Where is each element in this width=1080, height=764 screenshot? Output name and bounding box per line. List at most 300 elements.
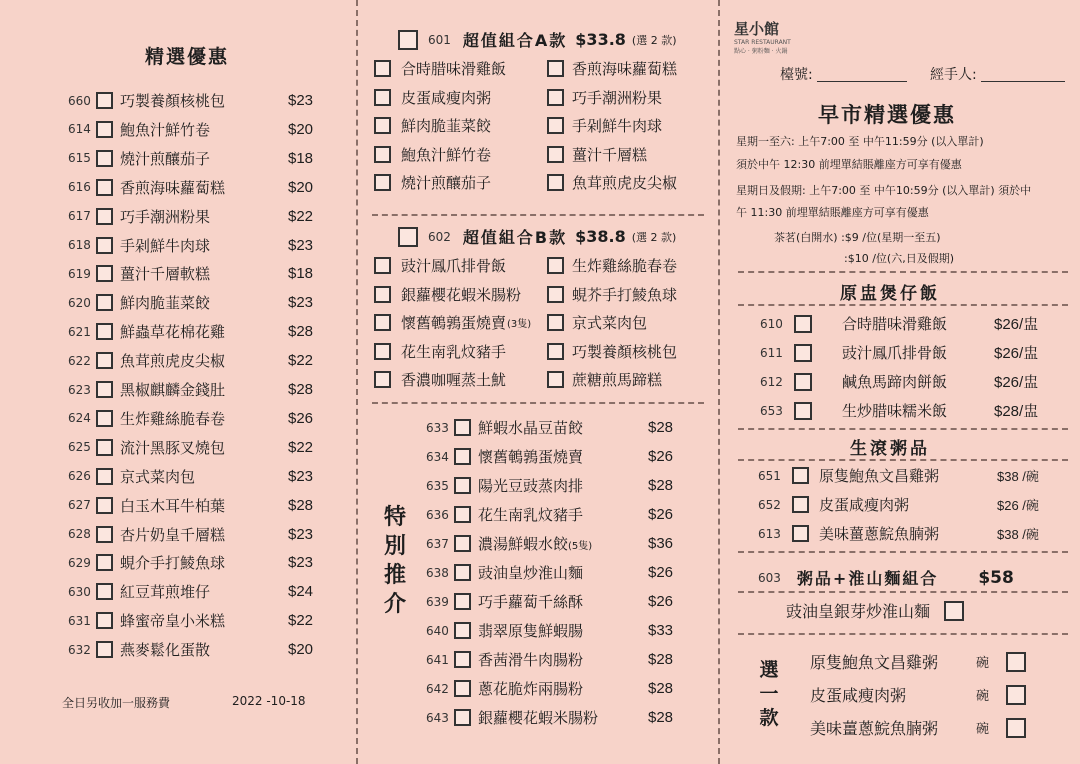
- item-code: 627: [68, 498, 91, 513]
- special-price: $26: [648, 564, 674, 581]
- item-checkbox[interactable]: [96, 583, 113, 600]
- quantity-tag: (5隻): [568, 541, 593, 552]
- menu-item: [68, 524, 313, 545]
- special-item: [426, 678, 673, 699]
- claypot-price: $28/盅: [994, 403, 1039, 420]
- item-name: 魚茸煎虎皮尖椒: [120, 352, 226, 371]
- handler-field[interactable]: 經手人:: [930, 64, 1065, 84]
- special-name: 懷舊鵪鶉蛋燒賣: [478, 448, 584, 466]
- menu-item: [68, 379, 313, 400]
- divider-claypot-top: [738, 271, 1068, 273]
- noodle-combo-price: $58: [978, 567, 1014, 588]
- item-price: $23: [288, 525, 314, 543]
- item-price: $20: [288, 641, 314, 659]
- special-checkbox[interactable]: [454, 477, 471, 494]
- claypot-item: [760, 371, 1038, 392]
- item-name: 香煎海味蘿蔔糕: [120, 178, 226, 197]
- combo-option-checkbox[interactable]: [547, 257, 564, 274]
- menu-item: [68, 235, 313, 256]
- item-price: $23: [288, 236, 314, 254]
- menu-item: [68, 263, 313, 284]
- combo-option-checkbox[interactable]: [374, 117, 391, 134]
- item-name: 燒汁煎釀茄子: [120, 149, 211, 168]
- item-price: $23: [288, 92, 314, 109]
- menu-item: [68, 90, 313, 111]
- item-code: 618: [68, 238, 91, 252]
- divider-congee-bottom: [738, 459, 1068, 461]
- choose-option: [810, 716, 1026, 739]
- special-code: 638: [426, 565, 449, 580]
- choose-option-unit: 碗: [976, 722, 990, 737]
- special-item: [426, 591, 673, 612]
- special-item: [426, 417, 673, 438]
- choose-option-checkbox[interactable]: [1006, 718, 1026, 738]
- combo-option: [374, 255, 506, 276]
- combo-option-name: 銀蘿櫻花蝦米腸粉: [401, 285, 522, 304]
- combo-option-checkbox[interactable]: [374, 89, 391, 106]
- combo-option-name: 懷舊鵪鶉蛋燒賣: [401, 314, 507, 333]
- morning-title: 早市精選優惠: [818, 103, 956, 127]
- item-code: 660: [68, 93, 91, 108]
- combo-option: [374, 144, 491, 165]
- special-price: $28: [648, 651, 674, 668]
- combo-option-checkbox[interactable]: [374, 371, 391, 388]
- item-code: 632: [68, 642, 91, 657]
- choose-option-checkbox[interactable]: [1006, 685, 1026, 705]
- item-code: 617: [68, 209, 91, 224]
- combo-option: [374, 115, 491, 136]
- congee-item: [758, 494, 1039, 515]
- item-price: $22: [288, 438, 314, 456]
- special-price: $26: [648, 506, 674, 523]
- claypot-checkbox[interactable]: [794, 402, 812, 420]
- combo-b-price: $38.8: [575, 227, 626, 246]
- claypot-code: 653: [760, 403, 783, 418]
- item-name: 流汁黑豚叉燒包: [120, 438, 226, 457]
- combo-option-checkbox[interactable]: [374, 314, 391, 331]
- item-price: $28: [288, 496, 314, 514]
- combo-option: [547, 284, 677, 305]
- special-checkbox[interactable]: [454, 535, 471, 552]
- item-code: 619: [68, 266, 91, 281]
- combo-option: [547, 312, 647, 333]
- combo-option-checkbox[interactable]: [547, 371, 564, 388]
- menu-item: [68, 610, 313, 631]
- special-name: 花生南乳炆豬手: [478, 506, 584, 524]
- congee-item: [758, 523, 1039, 544]
- combo-option-name: 巧製養顏核桃包: [572, 342, 678, 361]
- divider-combo-bottom: [738, 633, 1068, 635]
- item-name: 京式菜肉包: [120, 467, 196, 486]
- item-code: 629: [68, 555, 91, 570]
- special-item: [426, 707, 673, 728]
- special-code: 637: [426, 536, 449, 551]
- menu-item: [68, 437, 313, 458]
- congee-checkbox[interactable]: [792, 496, 809, 513]
- special-price: $28: [648, 419, 674, 436]
- special-item: [426, 649, 673, 670]
- claypot-price: $26/盅: [994, 345, 1039, 362]
- item-checkbox[interactable]: [96, 179, 113, 196]
- choose-one-label: 選 一 款: [759, 659, 779, 729]
- service-charge-note: 全日另收加一服務費: [62, 696, 171, 710]
- panel1-title: 精選優惠: [145, 46, 230, 68]
- menu-date: 2022 -10-18: [232, 694, 306, 708]
- item-name: 鮮肉脆韮菜餃: [120, 294, 211, 313]
- special-price: $26: [648, 448, 674, 465]
- combo-option-checkbox[interactable]: [547, 343, 564, 360]
- claypot-item: [760, 342, 1038, 363]
- congee-price: $38 /碗: [997, 469, 1039, 484]
- combo-option: [547, 341, 677, 362]
- special-item: [426, 620, 673, 641]
- claypot-price: $26/盅: [994, 316, 1039, 333]
- special-code: 636: [426, 507, 449, 522]
- item-name: 鮮蟲草花棉花雞: [120, 323, 226, 342]
- combo-option-name: 蜆芥手打鯪魚球: [572, 285, 678, 304]
- special-price: $33: [648, 622, 674, 639]
- item-name: 白玉木耳牛柏葉: [120, 496, 226, 515]
- item-checkbox[interactable]: [96, 554, 113, 571]
- congee-code: 613: [758, 526, 781, 541]
- item-code: 620: [68, 295, 91, 310]
- combo-option-checkbox[interactable]: [374, 286, 391, 303]
- claypot-checkbox[interactable]: [794, 315, 812, 333]
- combo-option-name: 鮮肉脆韮菜餃: [401, 117, 492, 136]
- special-code: 635: [426, 478, 449, 493]
- combo-b-title: 超值組合B款: [462, 228, 568, 247]
- combo-option: [374, 87, 491, 108]
- divider-congee-top: [738, 428, 1068, 430]
- claypot-name: 豉汁鳳爪排骨飯: [842, 344, 948, 362]
- tea-weekend: :$10 /位(六,日及假期): [844, 252, 954, 265]
- item-checkbox[interactable]: [96, 92, 113, 109]
- combo-b-checkbox[interactable]: [398, 227, 418, 247]
- item-code: 625: [68, 440, 91, 455]
- combo-option-checkbox[interactable]: [374, 174, 391, 191]
- item-code: 628: [68, 527, 91, 541]
- item-checkbox[interactable]: [96, 439, 113, 456]
- combo-a-title: 超值組合A款: [462, 31, 568, 50]
- panel-morning: [720, 0, 1080, 764]
- special-price: $28: [648, 709, 674, 726]
- special-name: 香茜滑牛肉腸粉: [478, 651, 584, 669]
- special-checkbox[interactable]: [454, 506, 471, 523]
- item-price: $22: [288, 207, 314, 225]
- holiday-hours: 星期日及假期: 上午7:00 至 中午10:59分 (以入單計) 須於中: [736, 184, 1032, 197]
- item-code: 616: [68, 180, 91, 195]
- combo-option-name: 皮蛋咸瘦肉粥: [401, 88, 492, 107]
- choose-option-checkbox[interactable]: [1006, 652, 1026, 672]
- item-price: $20: [288, 178, 314, 196]
- combo-option: [547, 87, 662, 108]
- combo-option-checkbox[interactable]: [547, 146, 564, 163]
- item-code: 631: [68, 613, 91, 628]
- item-name: 巧製養顏核桃包: [120, 92, 226, 110]
- item-checkbox[interactable]: [96, 410, 113, 427]
- combo-noodle-checkbox[interactable]: [944, 601, 964, 621]
- special-code: 642: [426, 681, 449, 696]
- choose-option-name: 原隻鮑魚文昌雞粥: [810, 653, 939, 672]
- item-checkbox[interactable]: [96, 526, 113, 543]
- item-name: 蜆介手打鯪魚球: [120, 554, 226, 573]
- claypot-code: 611: [760, 345, 783, 360]
- special-name: 蔥花脆炸兩腸粉: [478, 680, 584, 698]
- panel-selected-offers: [0, 0, 356, 764]
- combo-noodle-row: 豉油皇銀芽炒淮山麵: [786, 599, 964, 622]
- weekday-condition: 須於中午 12:30 前埋單結賬離座方可享有優惠: [736, 158, 962, 171]
- special-name: 鮮蝦水晶豆苗餃: [478, 419, 584, 437]
- item-code: 626: [68, 469, 91, 484]
- combo-option-name: 燒汁煎釀茄子: [401, 174, 492, 193]
- item-price: $28: [288, 323, 314, 341]
- special-price: $28: [648, 477, 674, 494]
- choose-option-name: 美味薑蔥鯇魚腩粥: [810, 719, 939, 738]
- item-code: 614: [68, 122, 91, 137]
- choose-option: [810, 683, 1026, 706]
- menu-item: [68, 408, 313, 429]
- combo-option-checkbox[interactable]: [547, 286, 564, 303]
- congee-name: 美味薑蔥鯇魚腩粥: [819, 525, 940, 543]
- item-name: 紅豆茸煎堆仔: [120, 583, 211, 602]
- combo-option: [547, 172, 677, 193]
- choose-option-name: 皮蛋咸瘦肉粥: [810, 686, 907, 705]
- combo-option: [374, 312, 531, 333]
- item-checkbox[interactable]: [96, 497, 113, 514]
- item-checkbox[interactable]: [96, 381, 113, 398]
- combo-option-checkbox[interactable]: [547, 89, 564, 106]
- combo-option-name: 生炸雞絲脆春卷: [572, 257, 678, 275]
- combo-option: [547, 58, 677, 79]
- combo-option: [547, 255, 677, 276]
- combo-option: [374, 172, 491, 193]
- special-name: 銀蘿櫻花蝦米腸粉: [478, 709, 599, 727]
- combo-a-header: 601 超值組合A款 $33.8 (選 2 款): [398, 28, 676, 51]
- menu-item: [68, 292, 313, 313]
- combo-option: [374, 369, 506, 390]
- special-item: [426, 533, 673, 554]
- special-item: [426, 475, 673, 496]
- item-code: 622: [68, 353, 91, 368]
- claypot-checkbox[interactable]: [794, 373, 812, 391]
- item-price: $23: [288, 294, 314, 312]
- item-price: $22: [288, 352, 314, 370]
- combo-option-checkbox[interactable]: [374, 146, 391, 163]
- tea-weekday: 茶茗(白開水) :$9 /位(星期一至五): [774, 231, 941, 244]
- combo-option: [547, 115, 662, 136]
- claypot-name: 生炒腊味糯米飯: [842, 402, 948, 420]
- menu-item: [68, 206, 313, 227]
- menu-item: [68, 148, 313, 169]
- panel-combos: [358, 0, 718, 764]
- combo-option-checkbox[interactable]: [547, 314, 564, 331]
- item-checkbox[interactable]: [96, 323, 113, 340]
- combo-option: [547, 144, 647, 165]
- special-checkbox[interactable]: [454, 448, 471, 465]
- menu-item: [68, 552, 313, 573]
- special-checkbox[interactable]: [454, 622, 471, 639]
- claypot-code: 612: [760, 374, 783, 389]
- item-name: 黑椒麒麟金錢肚: [120, 381, 226, 399]
- item-name: 巧手潮洲粉果: [120, 207, 211, 226]
- combo-option-name: 京式菜肉包: [572, 314, 648, 333]
- special-code: 639: [426, 594, 449, 609]
- special-name: 濃湯鮮蝦水餃(5隻): [478, 535, 593, 553]
- claypot-name: 合時腊味滑雞飯: [842, 315, 948, 333]
- divider-combo-b: [372, 402, 704, 404]
- combo-option-name: 豉汁鳳爪排骨飯: [401, 257, 507, 275]
- combo-option: [374, 58, 506, 79]
- special-item: [426, 504, 673, 525]
- noodle-combo-title: 粥品+淮山麵組合: [796, 569, 939, 588]
- quantity-tag: (3隻): [507, 319, 532, 331]
- item-checkbox[interactable]: [96, 121, 113, 138]
- congee-item: [758, 465, 1039, 486]
- item-name: 燕麥鬆化蛋散: [120, 641, 211, 660]
- item-checkbox[interactable]: [96, 237, 113, 254]
- combo-option-name: 薑汁千層糕: [572, 145, 648, 164]
- combo-option-checkbox[interactable]: [547, 60, 564, 77]
- claypot-checkbox[interactable]: [794, 344, 812, 362]
- item-price: $26: [288, 409, 314, 427]
- menu-item: [68, 177, 313, 198]
- item-price: $18: [288, 265, 314, 283]
- special-name: 豉油皇炒淮山麵: [478, 564, 584, 582]
- combo-option: [374, 341, 506, 362]
- congee-price: $38 /碗: [997, 527, 1039, 542]
- combo-option-name: 香濃咖喱蒸土魷: [401, 371, 507, 390]
- combo-a-checkbox[interactable]: [398, 30, 418, 50]
- divider-combo-mid: [738, 591, 1068, 593]
- special-checkbox[interactable]: [454, 651, 471, 668]
- item-name: 手剁鮮牛肉球: [120, 236, 211, 255]
- item-code: 623: [68, 382, 91, 397]
- restaurant-logo: 星小館 STAR RESTAURANT 點心 · 粥粉麵 · 火鍋: [734, 20, 791, 55]
- claypot-name: 鹹魚馬蹄肉餅飯: [842, 373, 948, 391]
- item-name: 薑汁千層軟糕: [120, 265, 211, 284]
- item-price: $28: [288, 381, 314, 398]
- combo-b-header: 602 超值組合B款 $38.8 (選 2 款): [398, 225, 676, 248]
- claypot-title: 原盅煲仔飯: [840, 284, 940, 304]
- item-name: 蜂蜜帝皇小米糕: [120, 612, 226, 631]
- combo-option-name: 魚茸煎虎皮尖椒: [572, 174, 678, 193]
- congee-code: 651: [758, 468, 781, 483]
- congee-title: 生滾粥品: [850, 439, 930, 459]
- choose-option-unit: 碗: [976, 656, 990, 671]
- menu-item: [68, 321, 313, 342]
- special-checkbox[interactable]: [454, 709, 471, 726]
- claypot-price: $26/盅: [994, 374, 1039, 391]
- item-price: $18: [288, 149, 314, 167]
- divider-combo-top: [738, 551, 1068, 553]
- combo-option-checkbox[interactable]: [374, 343, 391, 360]
- item-checkbox[interactable]: [96, 612, 113, 629]
- item-checkbox[interactable]: [96, 641, 113, 658]
- combo-option-name: 合時腊味滑雞飯: [401, 60, 507, 78]
- special-code: 641: [426, 652, 449, 667]
- noodle-combo-header: 603 粥品+淮山麵組合 $58: [758, 567, 1014, 588]
- special-price: $28: [648, 680, 674, 697]
- combo-option-checkbox[interactable]: [547, 174, 564, 191]
- item-checkbox[interactable]: [96, 294, 113, 311]
- combo-option-checkbox[interactable]: [547, 117, 564, 134]
- special-price: $36: [648, 535, 674, 552]
- claypot-item: [760, 400, 1038, 421]
- special-label: 特 別 推 介: [383, 505, 406, 617]
- item-checkbox[interactable]: [96, 468, 113, 485]
- divider-combo-a: [372, 214, 704, 216]
- menu-item: [68, 639, 313, 660]
- item-price: $20: [288, 120, 314, 138]
- special-checkbox[interactable]: [454, 680, 471, 697]
- claypot-item: [760, 313, 1038, 334]
- weekday-hours: 星期一至六: 上午7:00 至 中午11:59分 (以入單計): [736, 135, 984, 148]
- combo-option-name: 花生南乳炆豬手: [401, 342, 507, 361]
- item-price: $23: [288, 467, 314, 485]
- menu-item: [68, 581, 313, 602]
- combo-option-name: 香煎海味蘿蔔糕: [572, 60, 678, 78]
- special-name: 巧手蘿蔔千絲酥: [478, 593, 584, 611]
- item-price: $24: [288, 583, 314, 601]
- special-item: [426, 562, 673, 583]
- choose-option: [810, 650, 1026, 673]
- special-checkbox[interactable]: [454, 564, 471, 581]
- item-checkbox[interactable]: [96, 150, 113, 167]
- item-code: 621: [68, 324, 91, 339]
- congee-code: 652: [758, 497, 781, 512]
- menu-item: [68, 119, 313, 140]
- special-checkbox[interactable]: [454, 593, 471, 610]
- combo-option-checkbox[interactable]: [374, 257, 391, 274]
- choose-option-unit: 碗: [976, 689, 990, 704]
- special-code: 643: [426, 710, 449, 725]
- congee-checkbox[interactable]: [792, 467, 809, 484]
- congee-name: 皮蛋咸瘦肉粥: [819, 496, 910, 514]
- menu-item: [68, 495, 313, 516]
- item-checkbox[interactable]: [96, 352, 113, 369]
- combo-option: [374, 284, 521, 305]
- congee-price: $26 /碗: [997, 498, 1039, 513]
- item-checkbox[interactable]: [96, 208, 113, 225]
- table-number-field[interactable]: 檯號:: [780, 64, 907, 84]
- holiday-condition: 午 11:30 前埋單結賬離座方可享有優惠: [736, 206, 929, 219]
- combo-option-name: 巧手潮洲粉果: [572, 88, 663, 107]
- special-code: 640: [426, 623, 449, 638]
- special-checkbox[interactable]: [454, 419, 471, 436]
- item-checkbox[interactable]: [96, 265, 113, 282]
- item-code: 624: [68, 411, 91, 426]
- item-price: $23: [288, 554, 314, 572]
- item-name: 鮑魚汁鮮竹卷: [120, 120, 211, 139]
- combo-option-name: 鮑魚汁鮮竹卷: [401, 145, 492, 164]
- combo-option-checkbox[interactable]: [374, 60, 391, 77]
- divider-claypot-bottom: [738, 304, 1068, 306]
- item-code: 630: [68, 584, 91, 599]
- combo-option-name: 蔗糖煎馬蹄糕: [572, 371, 663, 390]
- item-name: 生炸雞絲脆春卷: [120, 409, 226, 428]
- congee-name: 原隻鮑魚文昌雞粥: [819, 467, 940, 485]
- claypot-code: 610: [760, 316, 783, 331]
- special-name: 翡翠原隻鮮蝦腸: [478, 622, 584, 640]
- special-name: 陽光豆豉蒸肉排: [478, 477, 584, 495]
- combo-option-name: 手剁鮮牛肉球: [572, 117, 663, 136]
- special-code: 633: [426, 420, 449, 435]
- special-item: [426, 446, 673, 467]
- menu-item: [68, 350, 313, 371]
- special-price: $26: [648, 593, 674, 610]
- item-name: 杏片奶皇千層糕: [120, 525, 226, 544]
- congee-checkbox[interactable]: [792, 525, 809, 542]
